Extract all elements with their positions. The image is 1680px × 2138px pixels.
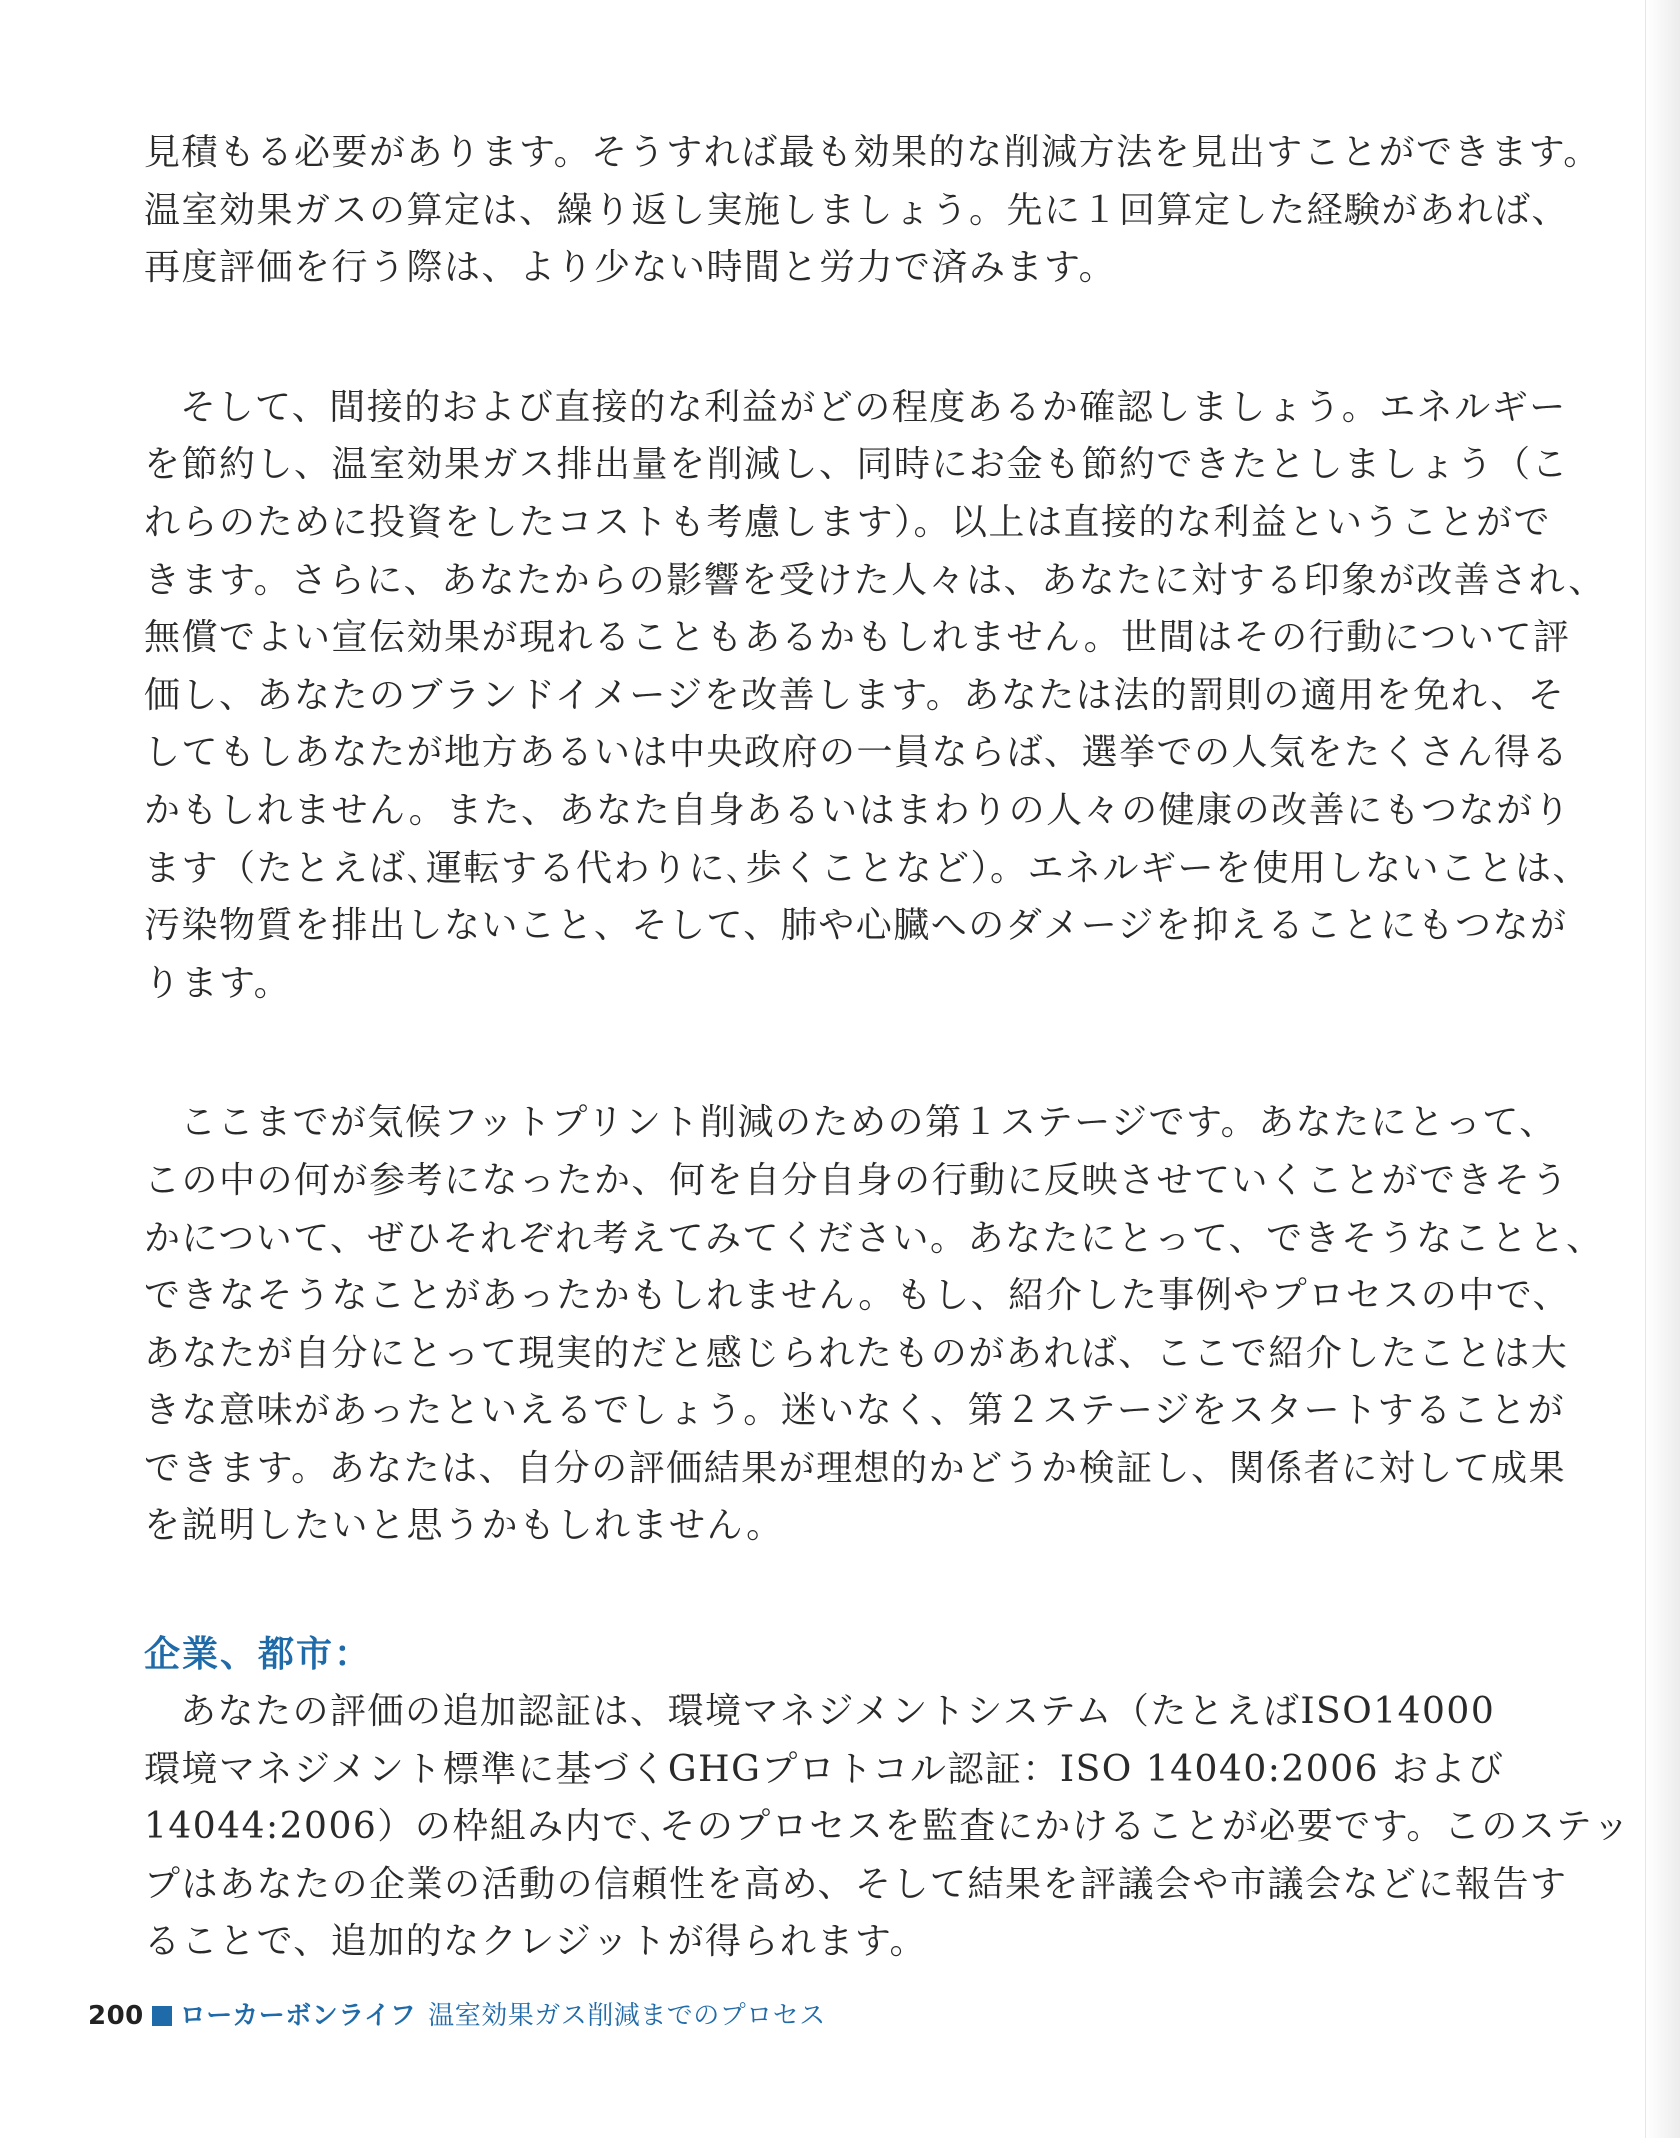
page-number: 200 xyxy=(88,2001,144,2031)
book-title: ローカーボンライフ xyxy=(179,2001,417,2031)
paragraph-line: 汚染物質を排出しないこと、そして、肺や心臓へのダメージを抑えることにもつなが xyxy=(144,905,1568,947)
paragraph-line: あなたが自分にとって現実的だと感じられたものがあれば、ここで紹介したことは大 xyxy=(144,1332,1569,1374)
paragraph-line: 環境マネジメント標準に基づくGHGプロトコル認証：ISO 14040:2006 および xyxy=(144,1748,1505,1790)
paragraph-line: 価し、あなたのブランドイメージを改善します。あなたは法的罰則の適用を免れ、そ xyxy=(144,674,1566,716)
paragraph-2 xyxy=(144,379,1606,1013)
paragraph-line: 14044:2006）の枠組み内で､そのプロセスを監査にかけることが必要です。このステッ xyxy=(144,1806,1631,1848)
paragraph-line: できなそうなことがあったかもしれません。もし、紹介した事例やプロセスの中で、 xyxy=(144,1275,1571,1317)
paragraph-1 xyxy=(144,124,1601,297)
paragraph-line: を説明したいと思うかもしれません。 xyxy=(144,1505,784,1547)
paragraph-line: できます。あなたは、自分の評価結果が理想的かどうか検証し、関係者に対して成果 xyxy=(144,1447,1567,1489)
paragraph-line: プはあなたの企業の活動の信頼性を高め、そして結果を評議会や市議会などに報告す xyxy=(144,1863,1568,1905)
paragraph-line: きます。さらに、あなたからの影響を受けた人々は、あなたに対する印象が改善され、 xyxy=(144,559,1606,601)
paragraph-line: 再度評価を行う際は、より少ない時間と労力で済みます。 xyxy=(144,247,1117,289)
paragraph-line: ここまでが気候フットプリント削減のための第１ステージです。あなたにとって、 xyxy=(180,1102,1557,1144)
paragraph-line: そして、間接的および直接的な利益がどの程度あるか確認しましょう。エネルギー xyxy=(180,386,1567,428)
chapter-subtitle: 温室効果ガス削減までのプロセス xyxy=(428,2001,826,2031)
paragraph-line: ます（たとえば､運転する代わりに､歩くことなど）。エネルギーを使用しないことは、 xyxy=(144,847,1591,889)
paragraph-line: きな意味があったといえるでしょう。迷いなく、第２ステージをスタートすることが xyxy=(144,1390,1566,1432)
paragraph-line: 無償でよい宣伝効果が現れることもあるかもしれません。世間はその行動について評 xyxy=(144,617,1571,659)
paragraph-3 xyxy=(144,1094,1604,1555)
paragraph-line: かもしれません。また、あなた自身あるいはまわりの人々の健康の改善にもつながり xyxy=(144,789,1572,831)
paragraph-line: してもしあなたが地方あるいは中央政府の一員ならば、選挙での人気をたくさん得る xyxy=(144,732,1570,774)
paragraph-line: この中の何が参考になったか、何を自分自身の行動に反映させていくことができそう xyxy=(144,1159,1570,1201)
paragraph-gap xyxy=(144,297,1556,379)
page-body xyxy=(144,124,1631,1971)
paragraph-gap xyxy=(144,1012,1556,1094)
paragraph-line: ることで、追加的なクレジットが得られます。 xyxy=(144,1921,928,1963)
paragraph-line: を節約し、温室効果ガス排出量を削減し、同時にお金も節約できたとしましょう（こ xyxy=(144,444,1570,486)
section-heading: 企業、都市： xyxy=(144,1634,373,1676)
paragraph-line: あなたの評価の追加認証は、環境マネジメントシステム（たとえばISO14000 xyxy=(180,1691,1496,1733)
square-bullet-icon xyxy=(152,2006,172,2026)
paragraph-line: 見積もる必要があります。そうすれば最も効果的な削減方法を見出すことができます。 xyxy=(144,132,1601,173)
paragraph-line: 温室効果ガスの算定は、繰り返し実施しましょう。先に１回算定した経験があれば、 xyxy=(144,189,1570,231)
page-edge xyxy=(1645,0,1680,2138)
page-footer xyxy=(88,1998,826,2034)
paragraph-line: れらのために投資をしたコストも考慮します）。以上は直接的な利益ということがで xyxy=(144,501,1552,543)
section-paragraph xyxy=(144,1683,1631,1971)
paragraph-line: かについて、ぜひそれぞれ考えてみてください。あなたにとって、できそうなことと、 xyxy=(144,1217,1604,1259)
paragraph-line: ります。 xyxy=(144,962,292,1004)
